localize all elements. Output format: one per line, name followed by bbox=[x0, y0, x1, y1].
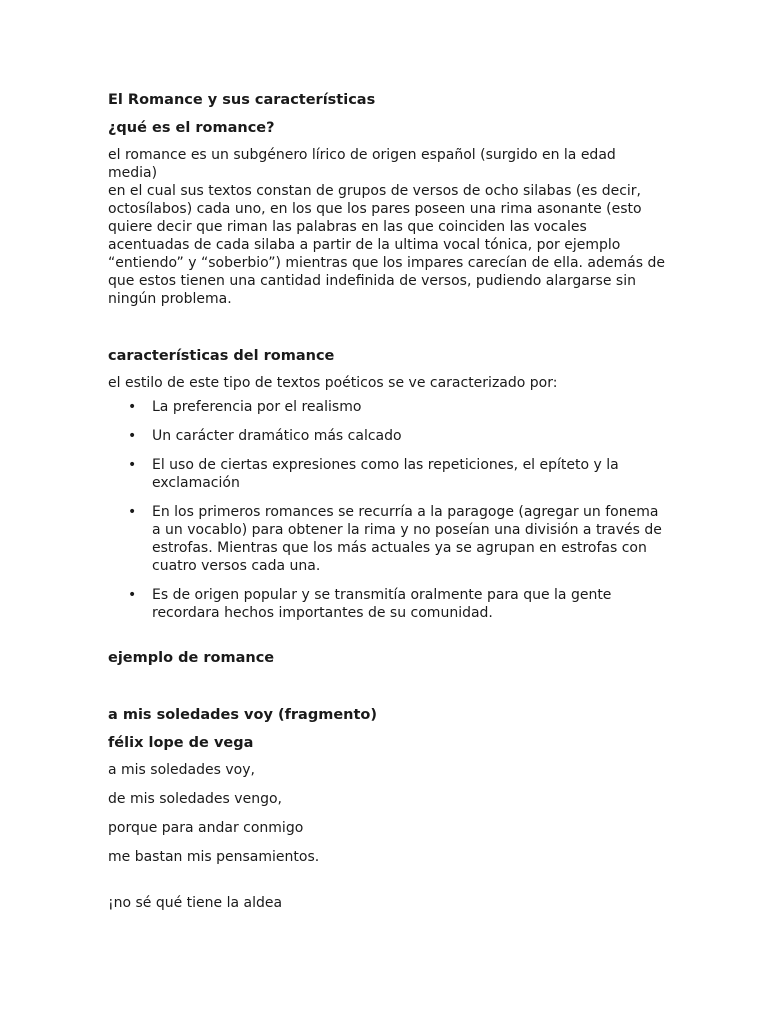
poem-line: porque para andar conmigo bbox=[108, 820, 304, 836]
characteristics-list bbox=[108, 398, 668, 622]
bullet-icon: • bbox=[128, 457, 137, 473]
poem-title: a mis soledades voy (fragmento) bbox=[108, 707, 377, 723]
list-item: • El uso de ciertas expresiones como las repeticiones, el epíteto y la exclamación bbox=[128, 457, 619, 491]
list-item: • Es de origen popular y se transmitía oralmente para que la gente recordara hechos importantes de su comunidad. bbox=[128, 587, 612, 621]
bullet-icon: • bbox=[128, 504, 137, 520]
poem-line: me bastan mis pensamientos. bbox=[108, 849, 320, 865]
bullet-icon: • bbox=[128, 399, 137, 415]
example-heading: ejemplo de romance bbox=[108, 650, 275, 666]
definition-line: el romance es un subgénero lírico de origen español (surgido en la edad media) bbox=[108, 147, 616, 181]
poem-next-line: ¡no sé qué tiene la aldea bbox=[108, 895, 283, 911]
poem-line: a mis soledades voy, bbox=[108, 762, 255, 778]
bullet-icon: • bbox=[128, 428, 137, 444]
definition-line: acentuadas de cada silaba a partir de la ultima vocal tónica, por ejemplo bbox=[108, 237, 621, 253]
definition-line: “entiendo” y “soberbio”) mientras que los impares carecían de ella. además de bbox=[108, 255, 665, 271]
definition-paragraph bbox=[108, 146, 668, 308]
list-item: • Un carácter dramático más calcado bbox=[128, 428, 402, 444]
poem-stanza bbox=[108, 761, 668, 866]
characteristics-intro: el estilo de este tipo de textos poéticos se ve caracterizado por: bbox=[108, 375, 558, 391]
poem-author: félix lope de vega bbox=[108, 735, 254, 751]
definition-line: quiere decir que riman las palabras en las que coinciden las vocales bbox=[108, 219, 587, 235]
document-page bbox=[108, 90, 668, 923]
definition-line: que estos tienen una cantidad indefinida de versos, pudiendo alargarse sin bbox=[108, 273, 636, 289]
bullet-icon: • bbox=[128, 587, 137, 603]
definition-line: en el cual sus textos constan de grupos de versos de ocho silabas (es decir, bbox=[108, 183, 641, 199]
definition-line: octosílabos) cada uno, en los que los pares poseen una rima asonante (esto bbox=[108, 201, 642, 217]
document-title: El Romance y sus características bbox=[108, 92, 376, 108]
poem-line: de mis soledades vengo, bbox=[108, 791, 282, 807]
definition-line: ningún problema. bbox=[108, 291, 232, 307]
question-heading: ¿qué es el romance? bbox=[108, 120, 275, 136]
list-item: • La preferencia por el realismo bbox=[128, 399, 362, 415]
characteristics-heading: características del romance bbox=[108, 348, 335, 364]
list-item: • En los primeros romances se recurría a la paragoge (agregar un fonema a un vocablo) para obtener la rima y no poseían una división a través de estrofas. Mientras que los más actuales ya se agrupan en estrofas con cuatro versos cada una. bbox=[128, 504, 662, 574]
